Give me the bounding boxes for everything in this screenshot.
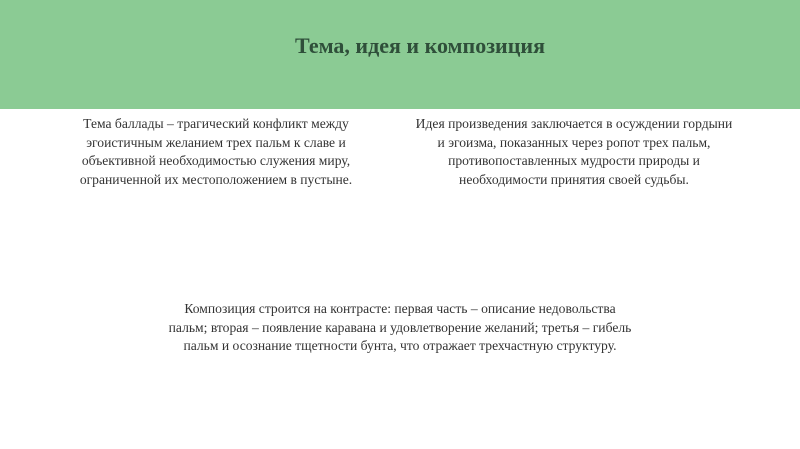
idea-line: и эгоизма, показанных через ропот трех пальм,	[437, 134, 711, 150]
slide-title: Тема, идея и композиция	[295, 33, 545, 58]
idea-line: необходимости принятия своей судьбы.	[459, 171, 689, 187]
theme-line: объективной необходимостью служения миру,	[81, 153, 351, 168]
composition-line: пальм; вторая – появление каравана и удовлетворение желаний; третья – гибель	[168, 319, 632, 335]
composition-line: Композиция строится на контрасте: первая часть – описание недовольства	[184, 301, 616, 316]
theme-text-block	[58, 115, 374, 189]
composition-line: пальм и осознание тщетности бунта, что отражает трехчастную структуру.	[183, 338, 617, 353]
theme-line: ограниченной их местоположением в пустыне.	[79, 171, 353, 187]
idea-line: противопоставленных мудрости природы и	[448, 153, 700, 168]
header-banner	[0, 0, 800, 109]
theme-line: эгоистичным желанием трех пальм к славе и	[86, 134, 346, 150]
idea-line: Идея произведения заключается в осуждении гордыни	[415, 116, 733, 131]
idea-text-block	[392, 115, 756, 189]
theme-line: Тема баллады – трагический конфликт между	[83, 116, 349, 131]
composition-text-block	[140, 300, 660, 356]
